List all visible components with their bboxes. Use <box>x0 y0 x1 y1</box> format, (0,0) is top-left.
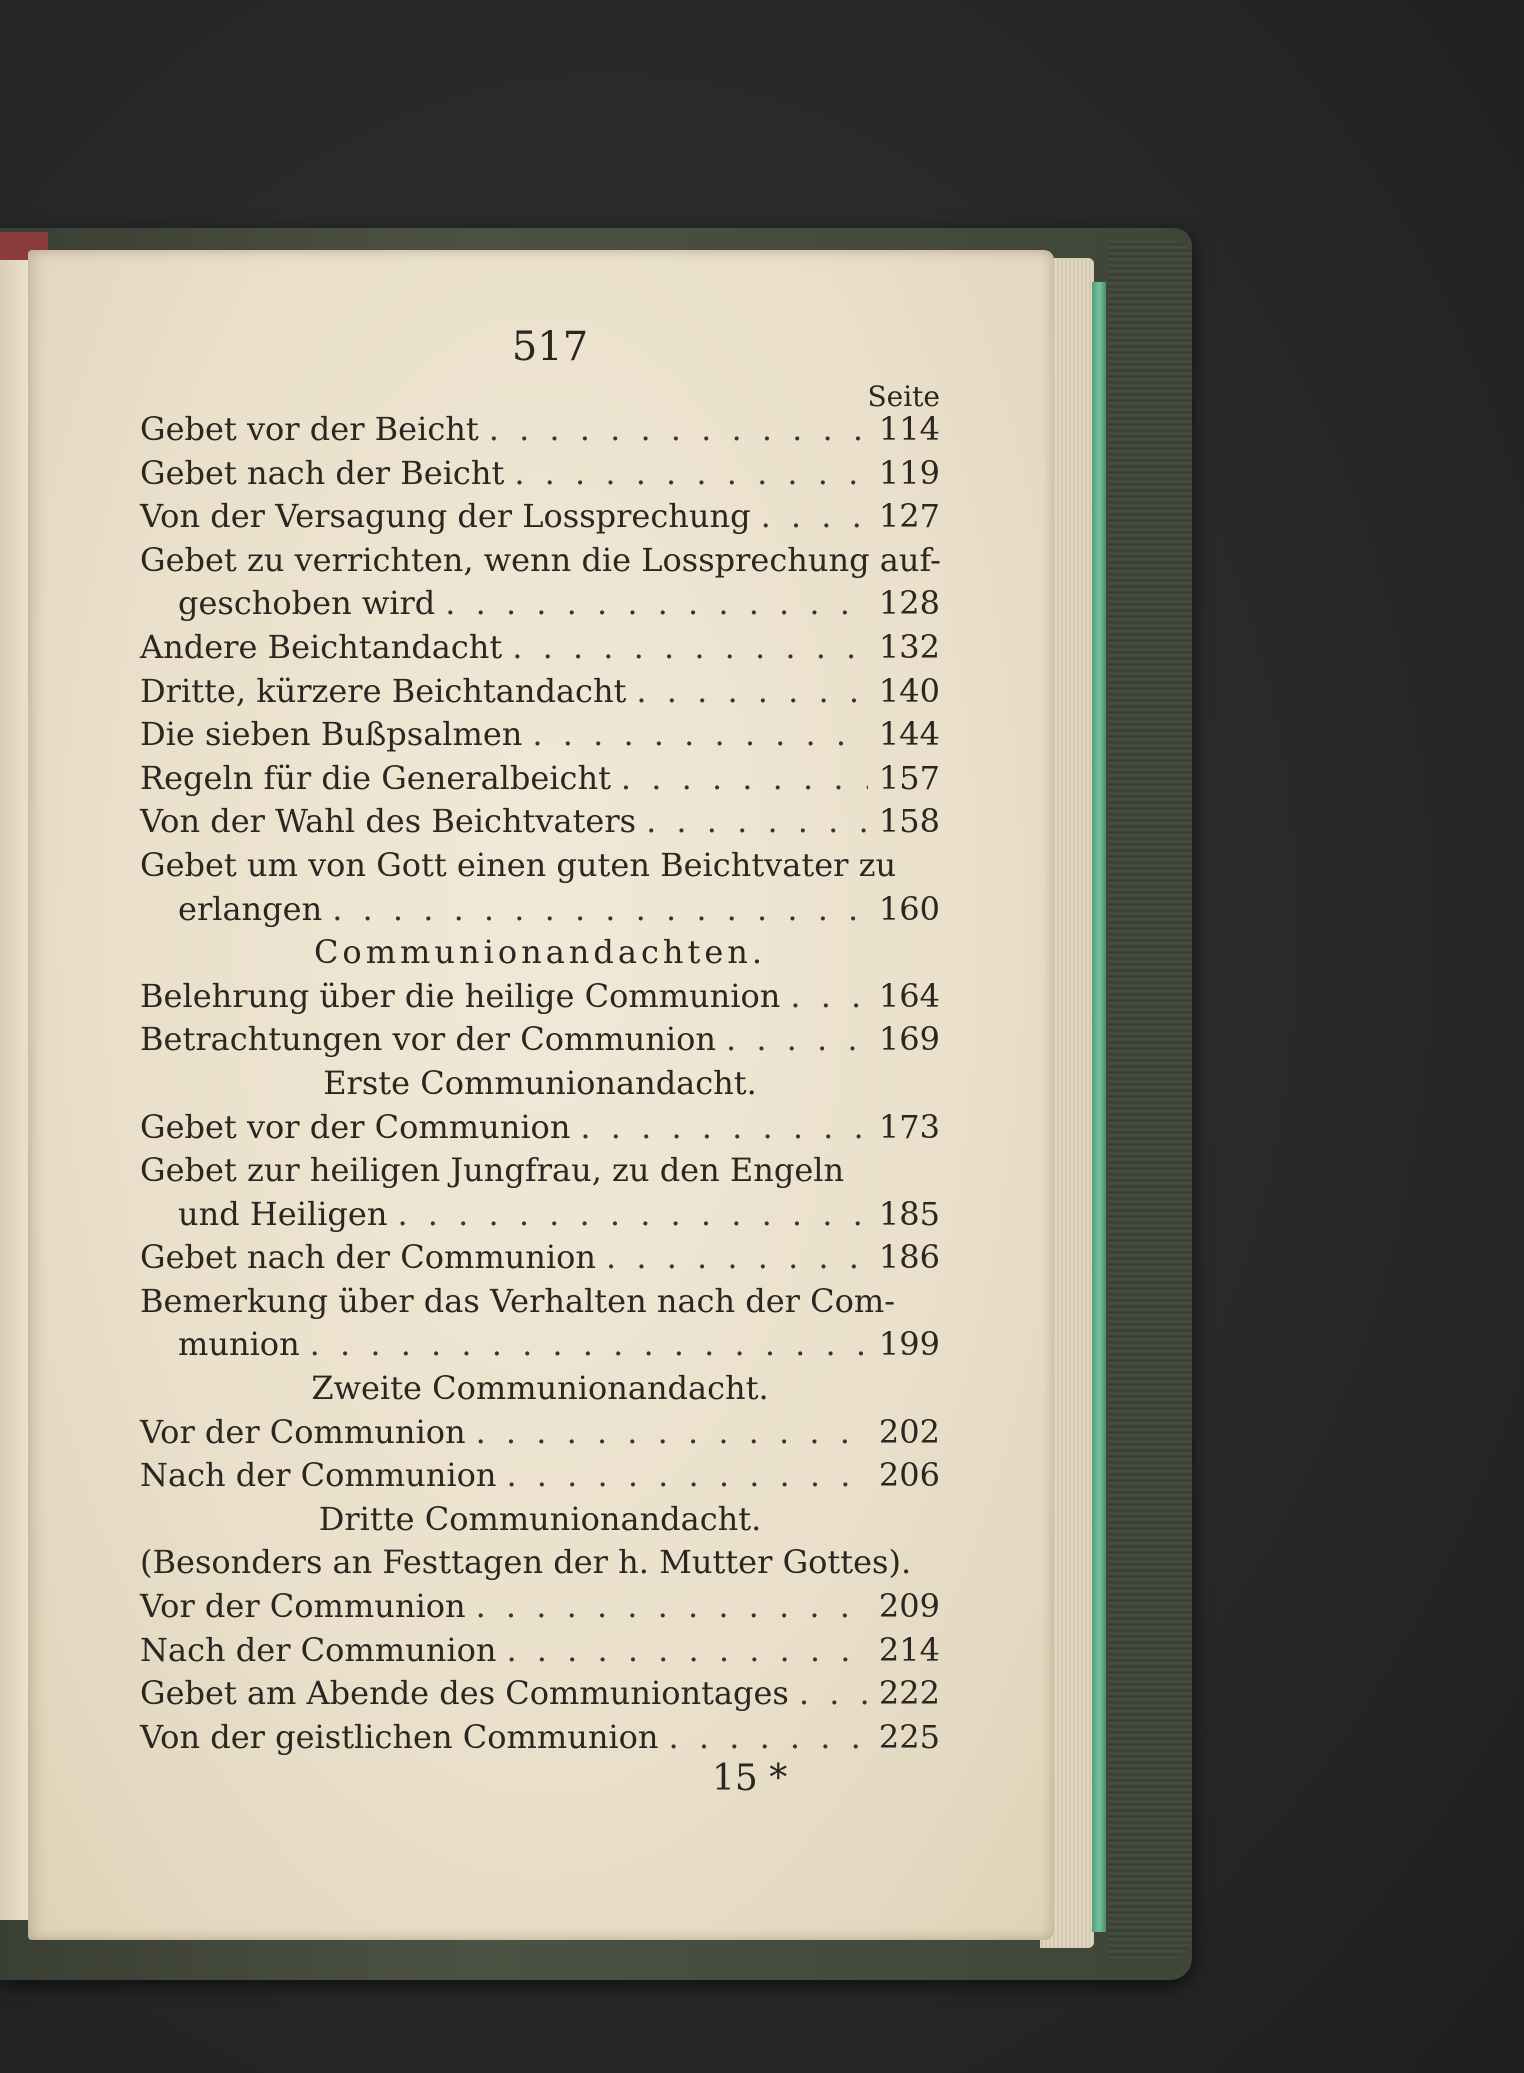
toc-entry-title: Gebet um von Gott einen guten Beichtvater zu <box>140 845 897 884</box>
toc-entry <box>140 844 940 888</box>
toc-entry <box>140 1280 940 1324</box>
dot-leader <box>611 757 868 801</box>
toc-entry-title: Bemerkung über das Verhalten nach der Com- <box>140 1281 896 1320</box>
toc-entry <box>140 1018 940 1062</box>
toc-entry-title: Gebet nach der Communion <box>140 1238 596 1277</box>
dot-leader <box>596 1236 868 1280</box>
dot-leader <box>387 1193 868 1237</box>
toc-entry-page: 186 <box>878 1238 940 1277</box>
toc-entry-page: 160 <box>878 889 940 928</box>
toc-entry <box>140 452 940 496</box>
toc-entry-title: geschoben wird <box>178 584 436 623</box>
toc-entry-page: 209 <box>878 1587 940 1626</box>
toc-heading-text: Erste Communionandacht. <box>323 1063 757 1102</box>
page-column-header: Seite <box>867 380 940 413</box>
toc-entry <box>140 495 940 539</box>
dot-leader <box>522 713 868 757</box>
toc-entry-page: 144 <box>878 715 940 754</box>
toc-section-note <box>140 1541 940 1585</box>
toc-entry <box>140 1193 940 1237</box>
toc-entry-title: und Heiligen <box>178 1194 388 1233</box>
toc-entry-page: 114 <box>878 410 940 448</box>
toc-heading-text: Communionandachten. <box>313 933 767 972</box>
page-number: 517 <box>511 324 589 370</box>
toc-entry-page: 127 <box>878 497 940 536</box>
toc-entry-page: 169 <box>878 1020 940 1059</box>
toc-entry <box>140 1149 940 1193</box>
toc-entry-title: Betrachtungen vor der Communion <box>140 1020 716 1059</box>
toc-entry-page: 202 <box>878 1412 940 1451</box>
toc-entry-page: 164 <box>878 976 940 1015</box>
dot-leader <box>300 1323 868 1367</box>
dot-leader <box>479 408 868 452</box>
toc-entry-title: Vor der Communion <box>140 1587 466 1626</box>
dot-leader <box>716 1018 868 1062</box>
toc-entry <box>140 1411 940 1455</box>
toc-entry <box>140 975 940 1019</box>
toc-entry-page: 173 <box>878 1107 940 1146</box>
toc-entry <box>140 1585 940 1629</box>
toc-entry <box>140 670 940 714</box>
toc-heading-text: Zweite Communionandacht. <box>311 1369 769 1408</box>
toc-entry-page: 132 <box>878 627 940 666</box>
toc-entry-page: 157 <box>878 758 940 797</box>
toc-section-heading <box>140 931 940 975</box>
toc-entry <box>140 408 940 452</box>
toc-note-text: (Besonders an Festtagen der h. Mutter Gottes). <box>140 1543 912 1582</box>
toc-entry <box>140 1629 940 1673</box>
toc-section-heading <box>140 1062 940 1106</box>
dot-leader <box>636 800 868 844</box>
toc-entry-page: 199 <box>878 1325 940 1364</box>
toc-entry-title: Andere Beichtandacht <box>140 627 503 666</box>
toc-entry-title: Von der geistlichen Communion <box>140 1717 659 1756</box>
dot-leader <box>626 670 868 714</box>
dot-leader <box>789 1672 868 1716</box>
toc-entry-title: Gebet am Abende des Communiontages <box>140 1674 789 1713</box>
toc-entry-title: Nach der Communion <box>140 1456 497 1495</box>
toc-section-heading <box>140 1498 940 1542</box>
toc-entry-page: 222 <box>878 1674 940 1713</box>
toc-entry-page: 214 <box>878 1630 940 1669</box>
toc-heading-text: Dritte Communionandacht. <box>318 1499 762 1538</box>
toc-entry-title: Die sieben Bußpsalmen <box>140 715 523 754</box>
toc-entry <box>140 800 940 844</box>
green-page-edge <box>1092 282 1106 1932</box>
toc-entry <box>140 626 940 670</box>
dot-leader <box>659 1716 868 1760</box>
printer-signature: 15 * <box>712 1758 788 1799</box>
toc-entry-title: Gebet nach der Beicht <box>140 453 505 492</box>
toc-entry-page: 158 <box>878 802 940 841</box>
table-of-contents <box>140 408 940 1759</box>
toc-entry-title: Nach der Communion <box>140 1630 497 1669</box>
toc-entry-title: munion <box>178 1325 300 1364</box>
dot-leader <box>504 452 868 496</box>
toc-entry-title: Gebet vor der Beicht <box>140 410 479 448</box>
toc-entry <box>140 713 940 757</box>
toc-entry <box>140 1106 940 1150</box>
toc-entry <box>140 1716 940 1760</box>
dot-leader <box>322 888 868 932</box>
toc-entry <box>140 1323 940 1367</box>
toc-entry-title: Regeln für die Generalbeicht <box>140 758 611 797</box>
toc-entry <box>140 1672 940 1716</box>
toc-entry <box>140 1454 940 1498</box>
toc-entry-title: Dritte, kürzere Beichtandacht <box>140 671 627 710</box>
toc-entry-title: erlangen <box>178 889 323 928</box>
dot-leader <box>466 1585 868 1629</box>
toc-entry-page: 225 <box>878 1717 940 1756</box>
dot-leader <box>751 495 868 539</box>
dot-leader <box>435 582 868 626</box>
toc-entry-title: Belehrung über die heilige Communion <box>140 976 781 1015</box>
dot-leader <box>496 1454 868 1498</box>
toc-entry-page: 128 <box>878 584 940 623</box>
toc-entry <box>140 1236 940 1280</box>
left-page-edge <box>0 260 30 1920</box>
toc-entry-page: 185 <box>878 1194 940 1233</box>
toc-entry <box>140 888 940 932</box>
dot-leader <box>502 626 868 670</box>
toc-entry-page: 206 <box>878 1456 940 1495</box>
toc-entry-title: Gebet vor der Communion <box>140 1107 571 1146</box>
toc-entry-title: Von der Versagung der Lossprechung <box>140 497 751 536</box>
dot-leader <box>780 975 868 1019</box>
dot-leader <box>570 1106 868 1150</box>
toc-entry-title: Vor der Communion <box>140 1412 466 1451</box>
dot-leader <box>496 1629 868 1673</box>
toc-entry-page: 140 <box>878 671 940 710</box>
toc-section-heading <box>140 1367 940 1411</box>
toc-entry-title: Von der Wahl des Beichtvaters <box>140 802 637 841</box>
dot-leader <box>466 1411 868 1455</box>
toc-entry <box>140 582 940 626</box>
toc-entry-title: Gebet zu verrichten, wenn die Lossprechung auf- <box>140 540 941 579</box>
toc-entry-title: Gebet zur heiligen Jungfrau, zu den Engeln <box>140 1151 845 1190</box>
toc-entry-page: 119 <box>878 453 940 492</box>
book-binding-edge <box>1108 240 1192 1960</box>
toc-entry <box>140 539 940 583</box>
toc-entry <box>140 757 940 801</box>
